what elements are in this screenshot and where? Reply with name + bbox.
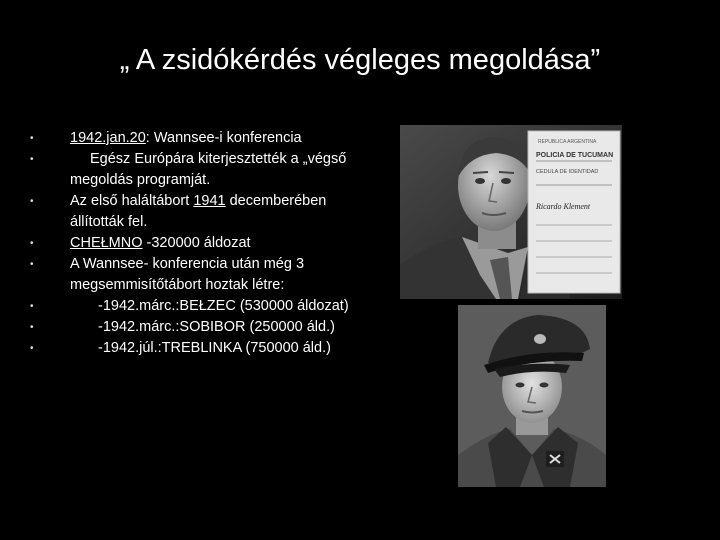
document-subtitle: CEDULA DE IDENTIDAD — [536, 169, 599, 175]
item-text: -320000 áldozat — [142, 235, 251, 251]
item-text: Az első haláltábort — [70, 193, 194, 209]
bullet-dot: • — [30, 133, 34, 144]
item-link-year: 1941 — [193, 193, 226, 209]
portrait-photo-uniform — [458, 305, 606, 487]
bullet-dot: • — [30, 343, 34, 354]
portrait-illustration — [458, 305, 606, 487]
item-text: -1942.márc.:SOBIBOR (250000 áld.) — [98, 319, 335, 335]
list-item — [30, 149, 350, 191]
item-text: decemberében állították fel. — [70, 193, 327, 230]
list-item — [30, 128, 350, 149]
document-signature: Ricardo Klement — [536, 202, 591, 211]
list-item — [30, 254, 350, 296]
item-link-date: 1942.jan.20 — [70, 130, 146, 146]
list-item — [30, 233, 350, 254]
slide-title: „ A zsidókérdés végleges megoldása” — [119, 44, 601, 76]
list-item — [30, 317, 350, 338]
item-text: : Wannsee-i konferencia — [145, 130, 302, 146]
portrait-illustration — [400, 125, 622, 299]
document-title: POLICIA DE TUCUMAN — [536, 152, 614, 159]
document-header: REPUBLICA ARGENTINA — [538, 139, 597, 145]
item-text: -1942.márc.:BEŁZEC (530000 áldozat) — [98, 298, 349, 314]
bullet-list — [30, 128, 350, 359]
bullet-dot: • — [30, 238, 34, 249]
bullet-dot: • — [30, 196, 34, 207]
item-link-camp: CHEŁMNO — [70, 235, 143, 251]
bullet-dot: • — [30, 259, 34, 270]
list-item — [30, 191, 350, 233]
item-text: Egész Európára kiterjesztették a „végső megoldás programját. — [70, 151, 347, 188]
portrait-photo-civilian — [400, 125, 622, 299]
list-item — [30, 296, 350, 317]
item-text: -1942.júl.:TREBLINKA (750000 áld.) — [98, 340, 331, 356]
bullet-dot: • — [30, 154, 34, 165]
bullet-dot: • — [30, 322, 34, 333]
bullet-dot: • — [30, 301, 34, 312]
item-text: A Wannsee- konferencia után még 3 megsemmisítőtábort hoztak létre: — [70, 256, 305, 293]
list-item — [30, 338, 350, 359]
